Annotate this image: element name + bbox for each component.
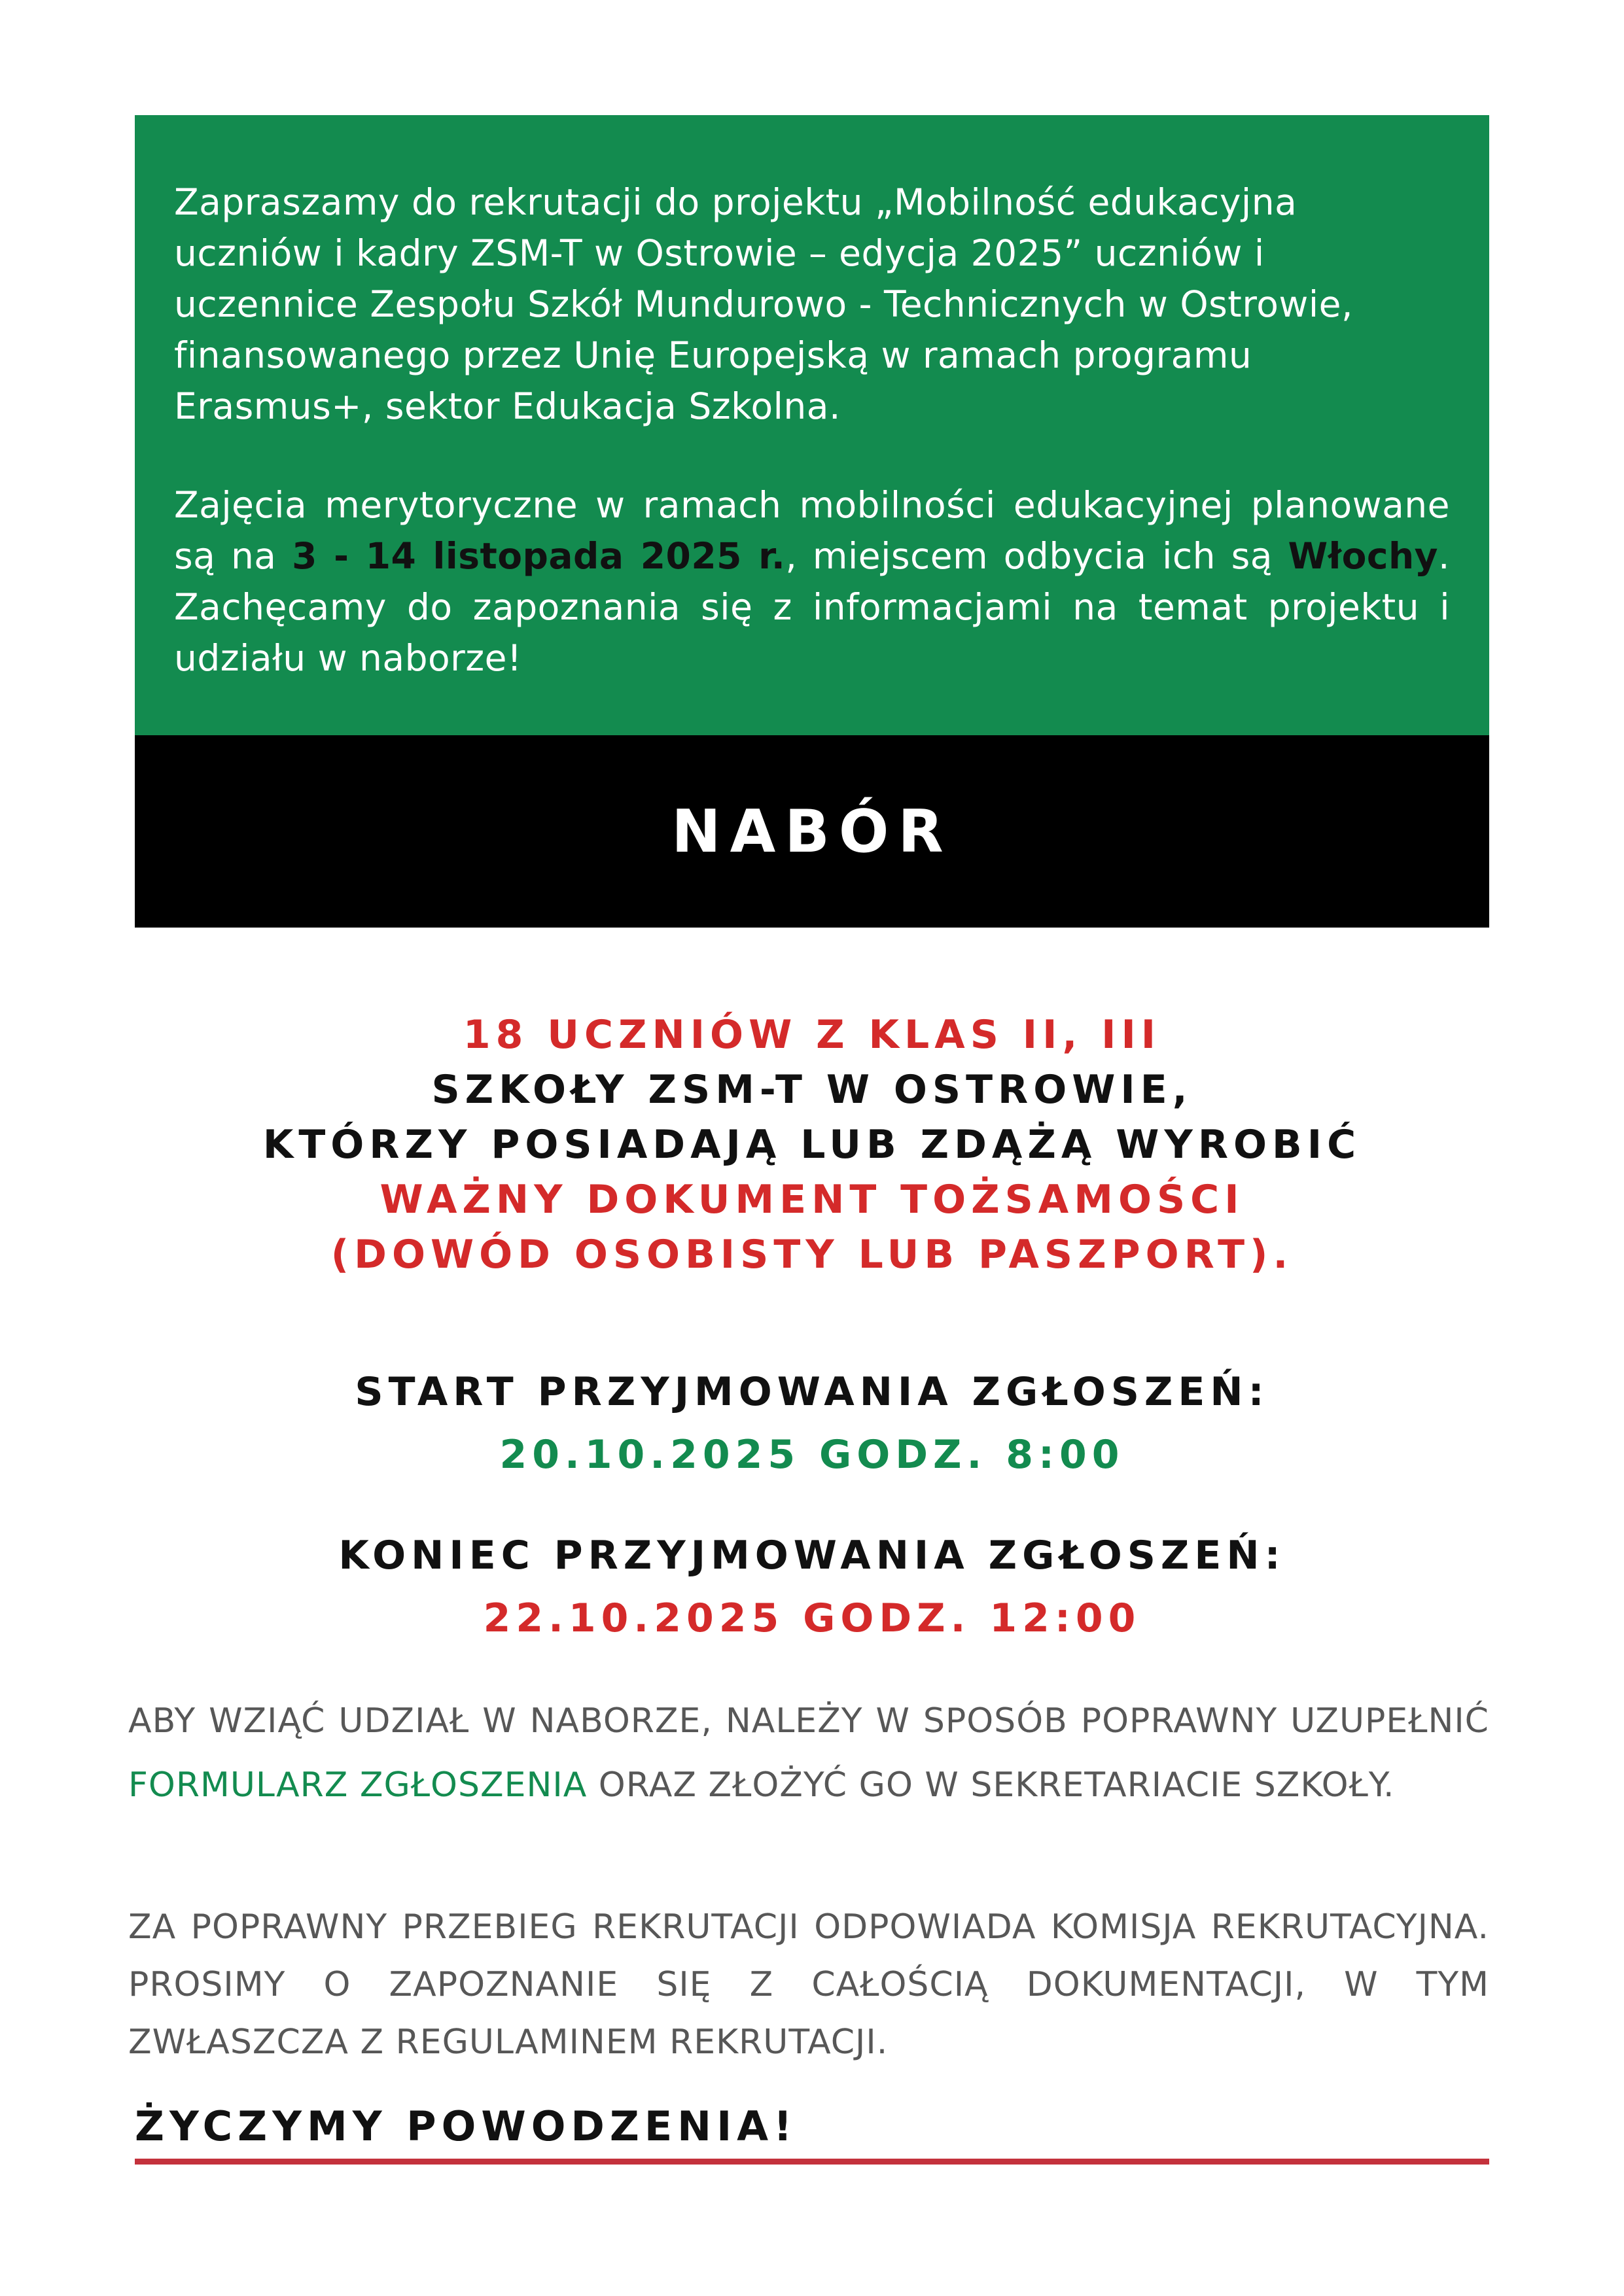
destination-country: Włochy	[1288, 535, 1439, 577]
end-block	[135, 1524, 1489, 1650]
banner-title: NABÓR	[671, 797, 953, 866]
closing-wish: ŻYCZYMY POWODZENIA!	[135, 2102, 798, 2150]
instructions-paragraph-2	[128, 1898, 1489, 2071]
eligibility-line-3: KTÓRZY POSIADAJĄ LUB ZDĄŻĄ WYROBIĆ	[262, 1122, 1362, 1168]
eligibility-block	[135, 1007, 1489, 1282]
end-date: 22.10.2025 GODZ. 12:00	[483, 1595, 1141, 1641]
intro-box	[135, 115, 1489, 735]
nabor-banner	[135, 735, 1489, 928]
closing-underline	[135, 2159, 1489, 2165]
intro-paragraph-1: Zapraszamy do rekrutacji do projektu „Mobilność edukacyjna uczniów i kadry ZSM-T w Ostrowie – edycja 2025” uczniów i uczennice Zespołu Szkół Mundurowo - Technicznych w Ostrowie, finansowanego przez Unię Europejską w ramach programu Erasmus+, sektor Edukacja Szkolna.	[174, 181, 1353, 427]
end-label: KONIEC PRZYJMOWANIA ZGŁOSZEŃ:	[338, 1533, 1286, 1578]
start-label: START PRZYJMOWANIA ZGŁOSZEŃ:	[355, 1369, 1269, 1415]
instructions-text-3: ZA POPRAWNY PRZEBIEG REKRUTACJI ODPOWIADA KOMISJA REKRUTACYJNA. PROSIMY O ZAPOZNANIE SIĘ Z CAŁOŚCIĄ DOKUMENTACJI, W TYM ZWŁASZCZA Z REGULAMINEM REKRUTACJI.	[128, 1907, 1489, 2062]
instructions-text-2: ORAZ ZŁOŻYĆ GO W SEKRETARIACIE SZKOŁY.	[587, 1765, 1395, 1805]
application-form-link[interactable]: FORMULARZ ZGŁOSZENIA	[128, 1765, 588, 1805]
eligibility-line-5: (DOWÓD OSOBISTY LUB PASZPORT).	[330, 1232, 1294, 1278]
instructions-text-1: ABY WZIĄĆ UDZIAŁ W NABORZE, NALEŻY W SPOSÓB POPRAWNY UZUPEŁNIĆ	[128, 1701, 1489, 1741]
intro-p2-text-2: , miejscem odbycia ich są	[785, 535, 1288, 577]
intro-p2-text-3: . Zachęcamy do zapoznania się z informacjami na temat projektu i udziału w naborze!	[174, 535, 1451, 679]
eligibility-line-2: SZKOŁY ZSM-T W OSTROWIE,	[431, 1067, 1193, 1113]
eligibility-line-4: WAŻNY DOKUMENT TOŻSAMOŚCI	[380, 1177, 1244, 1223]
instructions-paragraph-1	[128, 1689, 1489, 1817]
eligibility-line-1: 18 UCZNIÓW Z KLAS II, III	[463, 1012, 1161, 1058]
start-date: 20.10.2025 GODZ. 8:00	[499, 1432, 1125, 1478]
intro-p2-text-1: Zajęcia merytoryczne w ramach mobilności edukacyjnej planowane są na	[174, 484, 1450, 577]
start-block	[135, 1361, 1489, 1486]
intro-paragraph-2	[174, 479, 1450, 684]
project-dates: 3 - 14 listopada 2025 r.	[292, 535, 786, 577]
